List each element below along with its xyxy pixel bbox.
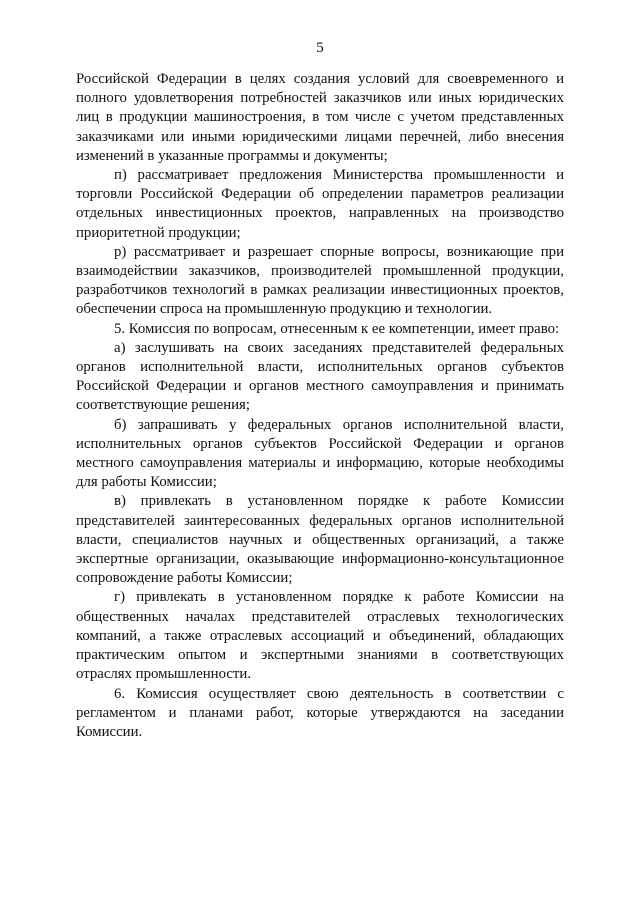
paragraph-item-a: а) заслушивать на своих заседаниях представителей федеральных органов исполнительной власти, исполнительных органов субъектов Российской Федерации и органов местного самоуправления и принимать соответствующие решения; — [76, 339, 564, 414]
paragraph-item-g: г) привлекать в установленном порядке к работе Комиссии на общественных началах представителей отраслевых технологических компаний, а также отраслевых ассоциаций и объединений, обладающих практическим опытом и экспертными знаниями в соответствующих отраслях промышленности. — [76, 589, 564, 683]
paragraph-section-5: 5. Комиссия по вопросам, отнесенным к ее компетенции, имеет право: — [114, 320, 560, 337]
paragraph-item-b: б) запрашивать у федеральных органов исполнительной власти, исполнительных органов субъектов Российской Федерации и органов местного самоуправления материалы и информацию, которые необходимы для работы Комиссии; — [76, 416, 564, 491]
paragraph-continuation: Российской Федерации в целях создания условий для своевременного и полного удовлетворения потребностей заказчиков или иных юридических лиц в продукции машиностроения, в том числе с учетом представленных заказчиками или иными юридическими лицами перечней, либо внесения изменений в указанные программы и документы; — [76, 71, 564, 164]
paragraph-item-r: р) рассматривает и разрешает спорные вопросы, возникающие при взаимодействии заказчиков, производителей промышленной продукции, разработчиков технологий в рамках реализации инвестиционных проектов, обеспечении спроса на промышленную продукцию и технологии. — [76, 243, 564, 318]
page-number: 5 — [316, 40, 324, 56]
paragraph-item-v: в) привлекать в установленном порядке к работе Комиссии представителей заинтересованных федеральных органов исполнительной власти, специалистов научных и общественных организаций, а также экспертные организации, оказывающие информационно-консультационное сопровождение работы Комиссии; — [76, 493, 564, 587]
paragraph-item-p: п) рассматривает предложения Министерства промышленности и торговли Российской Федерации об определении параметров реализации отдельных инвестиционных проектов, направленных на производство приоритетной продукции; — [76, 167, 564, 241]
document-body — [76, 70, 564, 742]
paragraph-section-6: 6. Комиссия осуществляет свою деятельность в соответствии с регламентом и планами работ, которые утверждаются на заседании Комиссии. — [76, 685, 564, 740]
